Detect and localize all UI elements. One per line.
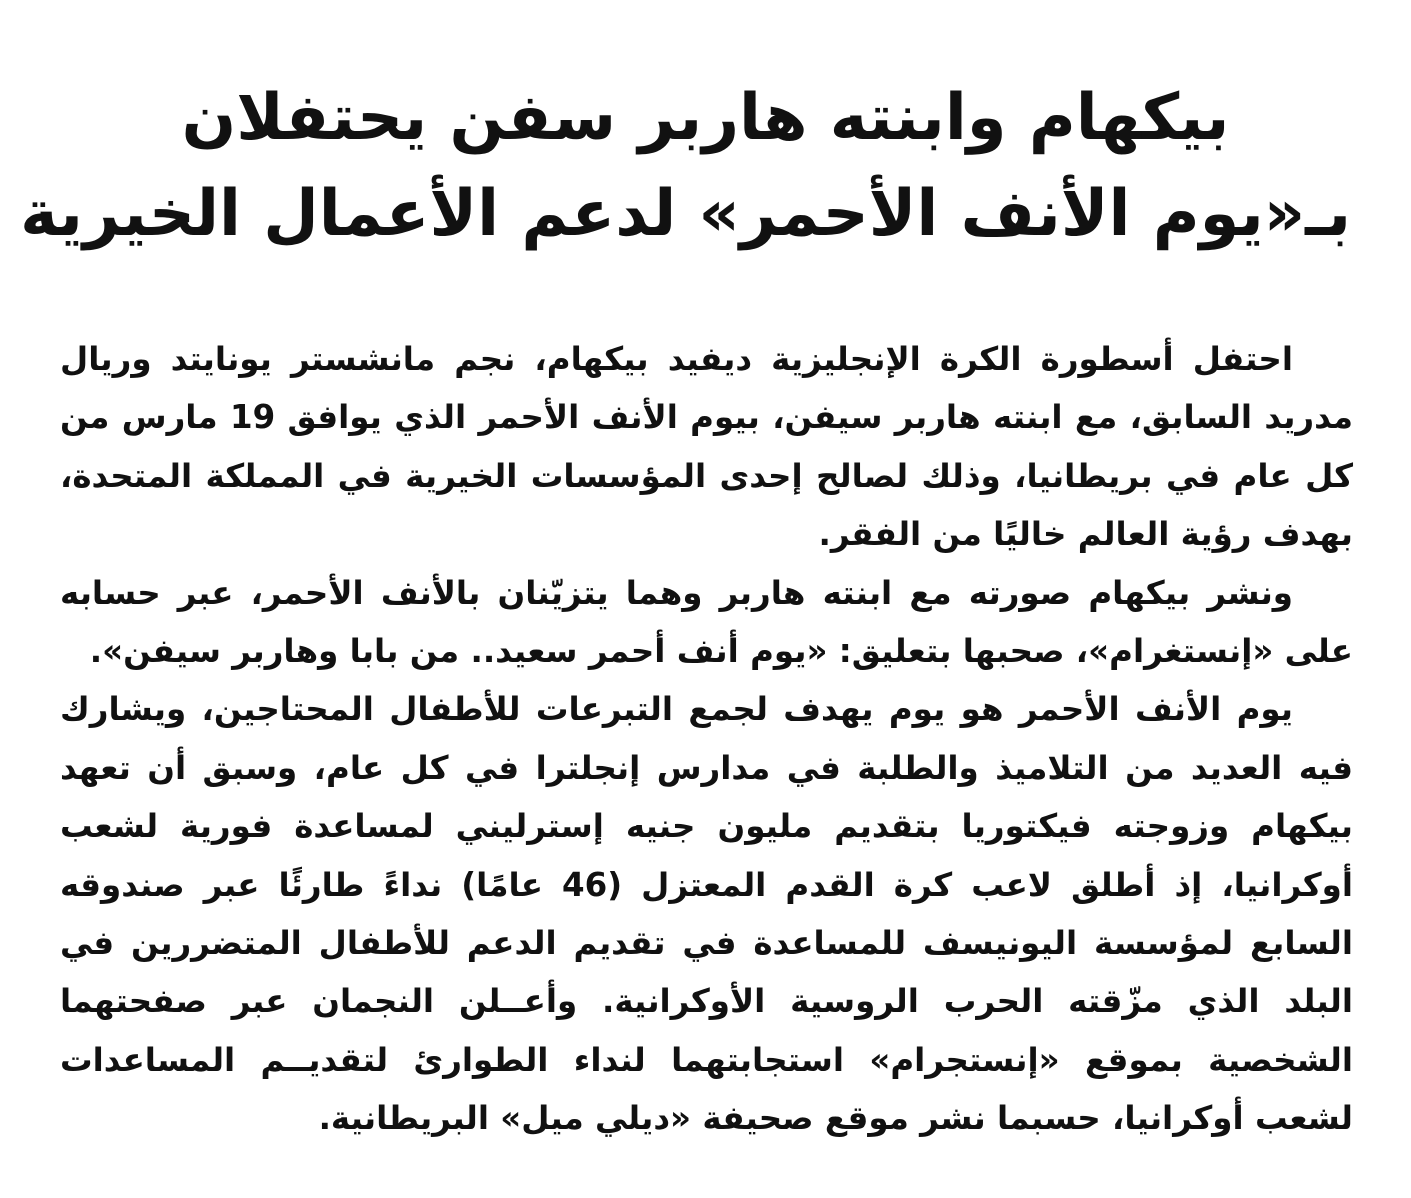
headline-line-1: بيكهام وابنته هاربر سفن يحتفلان xyxy=(181,81,1230,155)
paragraph-3: يوم الأنف الأحمر هو يوم يهدف لجمع التبرعات للأطفال المحتاجين، ويشارك فيه العديد من التلاميذ والطلبة في مدارس إنجلترا في كل عام، وسبق أن تعهد بيكهام وزوجته فيكتوريا بتقديم مليون جنيه إسترليني لمساعدة فورية لشعب أوكرانيا، إذ أطلق لاعب كرة القدم المعتزل (46 عامًا) نداءً طارئًا عبر صندوقه السابع لمؤسسة اليونيسف للمساعدة في تقديم الدعم للأطفال المتضررين في البلد الذي مزّقته الحرب الروسية الأوكرانية. وأعــلن النجمان عبر صفحتهما الشخصية بموقع «إنستجرام» استجابتهما لنداء الطوارئ لتقديــم المساعدات لشعب أوكرانيا، حسبما نشر موقع صحيفة «ديلي ميل» البريطانية. xyxy=(60,690,1353,1138)
paragraph-1: احتفل أسطورة الكرة الإنجليزية ديفيد بيكهام، نجم مانشستر يونايتد وريال مدريد السابق، مع ابنته هاربر سيفن، بيوم الأنف الأحمر الذي يوافق 19 مارس من كل عام في بريطانيا، وذلك لصالح إحدى المؤسسات الخيرية في المملكة المتحدة، بهدف رؤية العالم خاليًا من الفقر. xyxy=(60,340,1354,554)
headline xyxy=(20,70,1351,262)
headline-line-2: بـ«يوم الأنف الأحمر» لدعم الأعمال الخيرية xyxy=(20,177,1351,251)
article-body xyxy=(60,330,1353,1148)
paragraph-2: ونشر بيكهام صورته مع ابنته هاربر وهما يتزيّنان بالأنف الأحمر، عبر حسابه على «إنستغرام»، صحبها بتعليق: «يوم أنف أحمر سعيد.. من بابا وهاربر سيفن». xyxy=(60,573,1353,671)
